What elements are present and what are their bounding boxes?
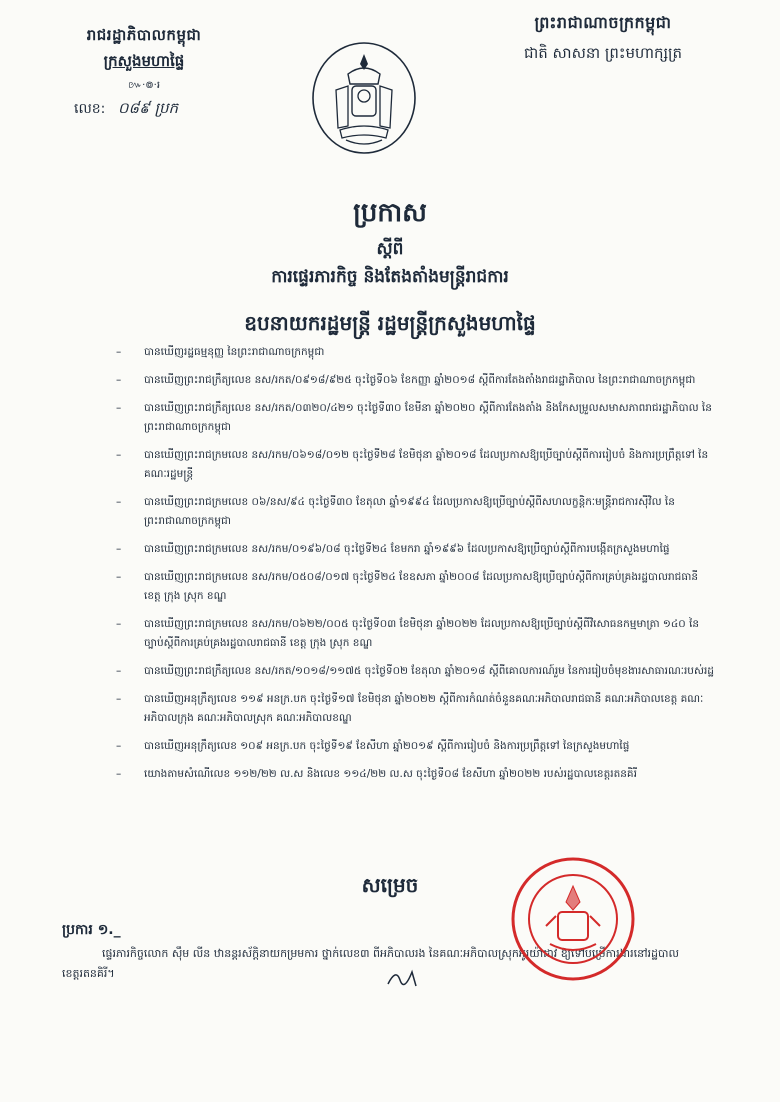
national-motto: ជាតិ សាសនា ព្រះមហាក្សត្រ — [523, 44, 683, 62]
list-dash: – — [116, 496, 122, 508]
reference-number — [44, 99, 244, 121]
list-dash: – — [116, 543, 122, 555]
consideration-text: បានឃើញព្រះរាជក្រឹត្យលេខ នស/រកត/០៣២០/៤២១ ចុះថ្ងៃទី៣០ ខែមីនា ឆ្នាំ២០២០ ស្តីពីការតែងតាំង និងកែសម្រួលសមាសភាពរាជរដ្ឋាភិបាល នៃព្រះរាជាណាចក្រកម្ពុជា — [144, 402, 712, 433]
consideration-text: បានឃើញអនុក្រឹត្យលេខ ១០៩ អនក្រ.បក ចុះថ្ងៃទី១៩ ខែសីហា ឆ្នាំ២០១៩ ស្តីពីការរៀបចំ និងការប្រព្រឹត្តទៅ នៃក្រសួងមហាផ្ទៃ — [144, 740, 630, 752]
official-stamp-icon — [510, 856, 636, 982]
consideration-text: បានឃើញព្រះរាជក្រមលេខ នស/រកម/០៦១៨/០១២ ចុះថ្ងៃទី២៨ ខែមិថុនា ឆ្នាំ២០១៨ ដែលប្រកាសឱ្យប្រើច្បាប់ស្តីពីការរៀបចំ និងការប្រព្រឹត្តទៅ នៃគណៈរដ្ឋមន្ត្រី — [144, 449, 709, 480]
consideration-text: បានឃើញព្រះរាជក្រមលេខ នស/រកម/០១៩៦/០៨ ចុះថ្ងៃទី២៤ ខែមករា ឆ្នាំ១៩៩៦ ដែលប្រកាសឱ្យប្រើច្បាប់ស្តីពីការបង្កើតក្រសួងមហាផ្ទៃ — [144, 543, 670, 555]
royal-emblem-icon — [310, 40, 418, 156]
document-title: ប្រកាស — [353, 198, 427, 228]
article-body: ផ្ទេរភារកិច្ចលោក ស៊ឹម លីន ឋានន្តរស័ក្តិនាយកម្រមការ ថ្នាក់លេខ៣ ពីអភិបាលរង នៃគណៈអភិបាលស្រុកអូរយ៉ាដាវ ឱ្យទៅបម្រើការងារនៅរដ្ឋបាលខេត្តរតនគិរី។ — [62, 947, 679, 980]
list-dash: – — [116, 402, 122, 414]
ministry-header — [44, 26, 244, 121]
consideration-item — [116, 446, 716, 484]
kingdom-header — [488, 12, 718, 66]
consideration-item — [116, 765, 716, 784]
reference-label: លេខ: — [74, 101, 106, 117]
government-name: រាជរដ្ឋាភិបាលកម្ពុជា — [86, 26, 202, 44]
document-about: ស្តីពី — [376, 239, 404, 259]
consideration-text: យោងតាមសំណើលេខ ១១២/២២ ល.ស និងលេខ ១១៤/២២ ល.ស ចុះថ្ងៃទី០៨ ខែសីហា ឆ្នាំ២០២២ របស់រដ្ឋបាលខេត្តរតនគិរី — [144, 768, 637, 780]
kingdom-name: ព្រះរាជាណាចក្រកម្ពុជា — [534, 13, 672, 32]
reference-value: ០៨៩ ប្រក — [117, 99, 178, 117]
consideration-text: បានឃើញព្រះរាជក្រមលេខ ០៦/នស/៩៤ ចុះថ្ងៃទី៣០ ខែតុលា ឆ្នាំ១៩៩៤ ដែលប្រកាសឱ្យប្រើច្បាប់ស្តីពីសហលក្ខន្តិកៈមន្ត្រីរាជការស៊ីវិល នៃព្រះរាជាណាចក្រកម្ពុជា — [144, 496, 675, 527]
article-label: ប្រការ ១._ — [62, 922, 121, 938]
list-dash: – — [116, 768, 122, 780]
consideration-item — [116, 615, 716, 653]
consideration-item — [116, 343, 716, 362]
ministry-name: ក្រសួងមហាផ្ទៃ — [103, 52, 185, 70]
consideration-text: បានឃើញអនុក្រឹត្យលេខ ១១៩ អនក្រ.បក ចុះថ្ងៃទី១៧ ខែមិថុនា ឆ្នាំ២០២២ ស្តីពីការកំណត់ចំនួនគណៈអភិបាលរាជធានី គណៈអភិបាលខេត្ត គណៈអភិបាលក្រុង គណៈអភិបាលស្រុក គណៈអភិបាលខណ្ឌ — [144, 693, 704, 724]
document-issuer: ឧបនាយករដ្ឋមន្ត្រី រដ្ឋមន្ត្រីក្រសួងមហាផ្ទៃ — [244, 311, 536, 335]
signature-icon — [386, 966, 420, 988]
consideration-text: បានឃើញព្រះរាជក្រឹត្យលេខ នស/រកត/១០១៨/១១៧៥ ចុះថ្ងៃទី០២ ខែតុលា ឆ្នាំ២០១៨ ស្តីពីគោលការណ៍រួម នៃការរៀបចំមុខងារសាធារណៈរបស់រដ្ឋ — [144, 665, 714, 677]
decision-heading: សម្រេច — [361, 873, 419, 897]
list-dash: – — [116, 693, 122, 705]
list-dash: – — [116, 665, 122, 677]
consideration-item — [116, 690, 716, 728]
list-dash: – — [116, 449, 122, 461]
list-dash: – — [116, 740, 122, 752]
list-dash: – — [116, 618, 122, 630]
list-dash: – — [116, 571, 122, 583]
list-dash: – — [116, 346, 122, 358]
consideration-item — [116, 540, 716, 559]
consideration-text: បានឃើញព្រះរាជក្រឹត្យលេខ នស/រកត/០៩១៨/៩២៥ ចុះថ្ងៃទី០៦ ខែកញ្ញា ឆ្នាំ២០១៨ ស្តីពីការតែងតាំងរាជរដ្ឋាភិបាល នៃព្រះរាជាណាចក្រកម្ពុជា — [144, 374, 696, 386]
consideration-item — [116, 568, 716, 606]
header-ornament: ៚·៙·៛ — [128, 80, 160, 91]
consideration-text: បានឃើញព្រះរាជក្រមលេខ នស/រកម/០៥០៨/០១៧ ចុះថ្ងៃទី២៤ ខែឧសភា ឆ្នាំ២០០៨ ដែលប្រកាសឱ្យប្រើច្បាប់ស្តីពីការគ្រប់គ្រងរដ្ឋបាលរាជធានី ខេត្ត ក្រុង ស្រុក ខណ្ឌ — [144, 571, 698, 602]
consideration-item — [116, 662, 716, 681]
list-dash: – — [116, 374, 122, 386]
consideration-text: បានឃើញរដ្ឋធម្មនុញ្ញ នៃព្រះរាជាណាចក្រកម្ពុជា — [144, 346, 325, 358]
considerations-list — [116, 343, 716, 793]
consideration-item — [116, 371, 716, 390]
consideration-item — [116, 399, 716, 437]
consideration-item — [116, 493, 716, 531]
consideration-item — [116, 737, 716, 756]
document-subject: ការផ្ទេរភារកិច្ច និងតែងតាំងមន្ត្រីរាជការ — [271, 267, 509, 287]
consideration-text: បានឃើញព្រះរាជក្រមលេខ នស/រកម/០៦២២/០០៥ ចុះថ្ងៃទី០៣ ខែមិថុនា ឆ្នាំ២០២២ ដែលប្រកាសឱ្យប្រើច្បាប់ស្តីពីវិសោធនកម្មមាត្រា ១៤០ នៃច្បាប់ស្តីពីការគ្រប់គ្រងរដ្ឋបាលរាជធានី ខេត្ត ក្រុង ស្រុក ខណ្ឌ — [144, 618, 700, 649]
